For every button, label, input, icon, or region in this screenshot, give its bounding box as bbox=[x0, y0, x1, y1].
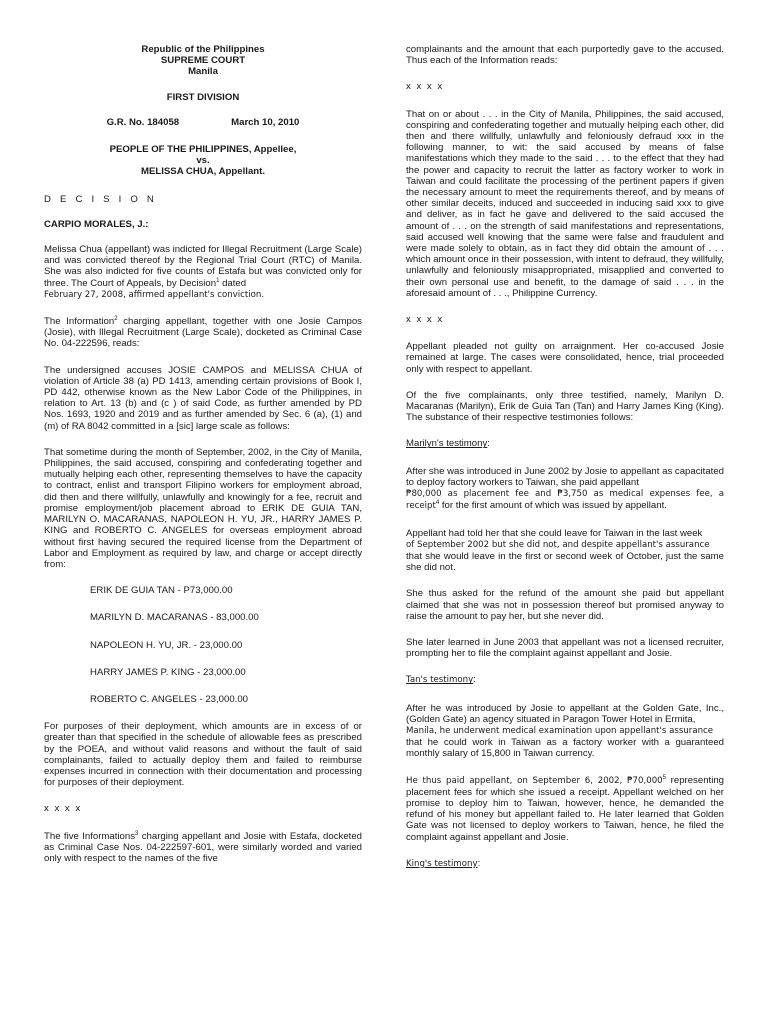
heading-marilyn-testimony: Marilyn's testimony: bbox=[406, 438, 490, 450]
city-line: Manila bbox=[188, 66, 218, 78]
omission-marker: x x x x bbox=[44, 803, 82, 815]
list-item: NAPOLEON H. YU, JR. - 23,000.00 bbox=[90, 639, 243, 651]
paragraph-marilyn-payment: After she was introduced in June 2002 by Josie to appellant as capacitated to deploy factory workers to Taiwan, she paid appellant ₱80,000 as placement fee and ₱3,750 as medical expenses fee, a receipt$^4$ for the first amount of which was issued by appellant. bbox=[406, 465, 724, 512]
decision-date: March 10, 2010 bbox=[231, 116, 300, 128]
paragraph-arraignment: Appellant pleaded not guilty on arraignment. Her co-accused Josie remained at large. The cases were consolidated, hence, trial proceeded only with respect to appellant. bbox=[406, 341, 724, 375]
footnote-ref: 3 bbox=[135, 830, 139, 837]
ponente-name: CARPIO MORALES, J.: bbox=[44, 218, 149, 230]
decision-label: D E C I S I O N bbox=[44, 193, 158, 205]
paragraph-marilyn-complaint: She later learned in June 2003 that appellant was not a licensed recruiter, prompting her to file the complaint against appellant and Josie. bbox=[406, 636, 724, 660]
paragraph-accusation: The undersigned accuses JOSIE CAMPOS and MELISSA CHUA of violation of Article 38 (a) PD 1413, amending certain provisions of Book I, PD 442, otherwise known as the New Labor Code of the Philippines, in relation to Art. 13 (b) and (c ) of said Code, as further amended by PD Nos. 1693, 1920 and 2019 and as further amended by Sec. 6 (a), (1) and (m) of RA 8042 committed in a [sic] large scale as follows: bbox=[44, 364, 362, 432]
court-line: SUPREME COURT bbox=[160, 55, 246, 67]
footnote-ref: 1 bbox=[216, 277, 220, 284]
omission-marker: x x x x bbox=[406, 81, 444, 93]
paragraph-complainants: complainants and the amount that each purportedly gave to the accused. Thus each of the Information reads: bbox=[406, 44, 724, 67]
list-item: ERIK DE GUIA TAN - P73,000.00 bbox=[90, 585, 233, 597]
division-line: FIRST DIVISION bbox=[166, 91, 240, 103]
paragraph-information-text: That on or about . . . in the City of Manila, Philippines, the said accused, conspiring and confederating together and mutually helping each other, did then and there willfully, unlawfully and feloniously defraud xxx in the following manner, to wit: the said accused by means of false manifestations which they made to the said . . . to the effect that they had the power and capacity to recruit the latter as factory worker to work in Taiwan and could facilitate the processing of the pertinent papers if given the necessary amount to meet the requirements thereof, and by means of other similar deceits, induced and succeeded in inducing said xxx to give and deliver, as in fact he gave and delivered to the said accused the amount of . . . on the strength of said manifestations and representations, said accused well knowing that the same were false and fraudulent and were made solely to obtain, as in fact they did obtain the amount of . . . which amount once in their possession, with intent to defraud, they willfully, unlawfully and feloniously misappropriated, misapplied and converted to their own personal use and benefit, to the damage of said . . . in the aforesaid amount of . . ., Philippine Currency. bbox=[406, 108, 724, 299]
paragraph-charge: That sometime during the month of September, 2002, in the City of Manila, Philippines, the said accused, conspiring and confederating together and mutually helping each other, representing themselves to have the capacity to contract, enlist and transport Filipino workers for employment abroad, did then and there willfully, unlawfully and knowingly for a fee, recruit and promise employment/job placement abroad to ERIK DE GUIA TAN, MARILYN O. MACARANAS, NAPOLEON H. YU, JR., HARRY JAMES P. KING and ROBERTO C. ANGELES for overseas employment abroad without first having secured the required license from the Department of Labor and Employment as required by law, and charge or accept directly from: bbox=[44, 446, 362, 570]
complainant-list bbox=[44, 585, 362, 705]
footnote-ref: 5 bbox=[662, 774, 666, 781]
paragraph-testimonies: Of the five complainants, only three testified, namely, Marilyn D. Macaranas (Marilyn), Erik de Guia Tan (Tan) and Harry James King (King). The substance of their respective testimonies follows: bbox=[406, 389, 724, 424]
footnote-ref: 4 bbox=[435, 500, 440, 507]
paragraph-deployment: For purposes of their deployment, which amounts are in excess of or greater than that specified in the schedule of allowable fees as prescribed by the POEA, and without valid reasons and without the fault of said complainants, failed to actually deploy them and failed to reimburse expenses incurred in connection with their documentation and processing for purposes of their deployment. bbox=[44, 721, 362, 789]
list-item: ROBERTO C. ANGELES - 23,000.00 bbox=[90, 693, 249, 705]
affirmed-line: February 27, 2008, affirmed appellant's conviction. bbox=[44, 289, 265, 300]
parties-block bbox=[44, 144, 362, 178]
list-item: HARRY JAMES P. KING - 23,000.00 bbox=[90, 666, 246, 678]
paragraph-information: The Information$^2$ charging appellant, together with one Josie Campos (Josie), with Illegal Recruitment (Large Scale), docketed as Criminal Case No. 04-222596, reads: bbox=[44, 315, 362, 350]
republic-line: Republic of the Philippines bbox=[141, 44, 265, 55]
appellant-line: MELISSA CHUA, Appellant. bbox=[140, 166, 265, 178]
left-column bbox=[44, 44, 362, 879]
paragraph-marilyn-refund: She thus asked for the refund of the amount she paid but appellant claimed that she was not in possession thereof but promised anyway to raise the amount to pay her, but she never did. bbox=[406, 588, 724, 622]
omission-marker: x x x x bbox=[406, 314, 444, 326]
ponente bbox=[44, 219, 362, 230]
list-item: MARILYN D. MACARANAS - 83,000.00 bbox=[90, 612, 259, 624]
paragraph-tan-introduction: After he was introduced by Josie to appellant at the Golden Gate, Inc., (Golden Gate) an agency situated in Paragon Tower Hotel in Ermita, Manila, he underwent medical examination upon appellant's assurance that he could work in Taiwan as a factory worker with a guaranteed monthly salary of 15,800 in Taiwan currency. bbox=[406, 702, 724, 760]
case-number-row bbox=[44, 117, 362, 128]
heading-tan-testimony: Tan's testimony: bbox=[406, 674, 476, 686]
paragraph-estafa: The five Informations$^3$ charging appellant and Josie with Estafa, docketed as Criminal Case Nos. 04-222597-601, were similarly worded and varied only with respect to the names of the five bbox=[44, 830, 362, 864]
case-header bbox=[44, 44, 362, 117]
appellee-line: PEOPLE OF THE PHILIPPINES, Appellee, bbox=[109, 144, 297, 156]
gr-number: G.R. No. 184058 bbox=[106, 116, 180, 128]
versus-line: vs. bbox=[196, 155, 210, 167]
paragraph-marilyn-leave: Appellant had told her that she could leave for Taiwan in the last week of September 2002 but she did not, and despite appellant's assurance that she would leave in the first or second week of October, just the same she did not. bbox=[406, 527, 724, 574]
right-column bbox=[406, 44, 724, 886]
heading-king-testimony: King's testimony: bbox=[406, 857, 481, 869]
paragraph-indictment: Melissa Chua (appellant) was indicted for Illegal Recruitment (Large Scale) and was convicted thereof by the Regional Trial Court (RTC) of Manila. She was also indicted for five counts of Estafa but was convicted only for three. The Court of Appeals, by Decision$^1$ dated February 27, 2008, affirmed appellant's conviction. bbox=[44, 244, 362, 300]
paragraph-tan-payment: He thus paid appellant, on September 6, 2002, ₱70,000$^5$ representing placement fees for which she issued a receipt. Appellant welched on her promise to deploy him to Taiwan, however, hence, he demanded the refund of his money but appellant failed to. He later learned that Golden Gate was not licensed to deploy workers to Taiwan, hence, he filed the complaint against appellant and Josie. bbox=[406, 774, 724, 843]
footnote-ref: 2 bbox=[114, 315, 118, 322]
